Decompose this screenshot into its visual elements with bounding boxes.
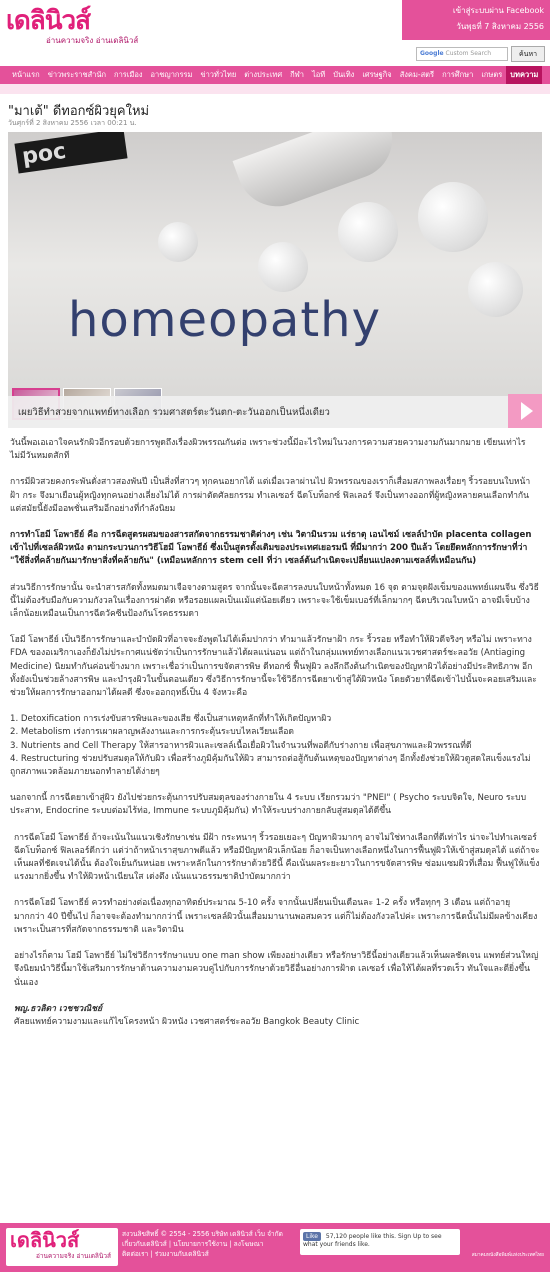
footer-links-row-1[interactable]: เกี่ยวกับเดลินิวส์ | นโยบายการใช้งาน | ลงโฆษณา (122, 1240, 264, 1248)
footer-logo-text: เดลินิวส์ (10, 1228, 80, 1252)
article-title: "มาเต้" ดีทอกซ์ผิวยุคใหม่ (8, 104, 150, 119)
next-slide-button[interactable] (508, 394, 542, 428)
pill-1 (338, 202, 398, 262)
nav-item[interactable]: เกษตร (481, 70, 503, 79)
copyright-text: สงวนลิขสิทธิ์ © 2554 - 2556 บริษัท เดลินิวส์ เว็บ จำกัด (122, 1230, 283, 1238)
site-header (0, 0, 550, 66)
bottle-label: poc (14, 132, 127, 174)
paragraph-8: การฉีดโฮมี โอพาธีย์ ควรทำอย่างต่อเนื่องทุกอาทิตย์ประมาณ 5-10 ครั้ง จากนั้นเปลี่ยนเป็นเดือนละ 1-2 ครั้ง หรือทุกๆ 3 เดือน แต่ถ้าอายุมากกว่า 40 ปีขึ้นไป ก็อาจจะต้องทำมากกว่านี้ เพราะเซลล์ผิวนั้นเสื่อมมานานพอสมควร แต่ก็ไม่ต้องกังวลไปค่ะ เพราะการฉีดนั้นไม่มีผลข้างเคียง เพราะเป็นสารที่สกัดจากธรรมชาติ และวิตามิน (14, 898, 538, 935)
list-item: 2. Metabolism เร่งการเผาผลาญพลังงานและการกระตุ้นระบบไหลเวียนเลือด (10, 727, 294, 738)
author-title: ศัลยแพทย์ความงามและแก้ไขโครงหน้า ผิวหนัง เวชศาสตร์ชะลอวัย Bangkok Beauty Clinic (14, 1016, 360, 1027)
list-item: 3. Nutrients and Cell Therapy ให้สารอาหารผิวและเซลล์เนื้อเยื่อผิวในจำนวนที่พอดีกับร่างกาย เพื่อสุขภาพและผิวพรรณที่ดี (10, 740, 472, 751)
nav-item[interactable]: การเมือง (114, 70, 143, 79)
facebook-like-button[interactable]: Like (303, 1232, 321, 1241)
nav-item[interactable]: ไอที (312, 70, 326, 79)
author-name: พญ.ธวลิดา เวชชวณิชย์ (14, 1003, 103, 1014)
like-count-text: 57,120 people like this. Sign Up to see what your friends like. (303, 1233, 442, 1248)
list-item: 1. Detoxification การเร่งขับสารพิษและของเสีย ซึ่งเป็นสาเหตุหลักที่ทำให้เกิดปัญหาผิว (10, 714, 332, 725)
nav-item[interactable]: ต่างประเทศ (244, 70, 283, 79)
press-association-logo[interactable]: สมาคมหนังสือพิมพ์แห่งประเทศไทย (471, 1253, 544, 1258)
site-footer (0, 1223, 550, 1272)
header-user-bar (402, 0, 550, 40)
hero-caption: เผยวิธีทำสวยจากแพทย์ทางเลือก รวมศาสตร์ตะวันตก-ตะวันออกเป็นหนึ่งเดียว (8, 396, 508, 428)
nav-item[interactable]: สังคม-สตรี (399, 70, 435, 79)
google-label: Google (420, 50, 444, 57)
nav-item[interactable]: การศึกษา (442, 70, 474, 79)
paragraph-7: การฉีดโฮมี โอพาธีย์ ถ้าจะเน้นในแนวเชิงรักษาเช่น มีฝ้า กระหนาๆ ริ้วรอยเยอะๆ ปัญหาผิวมากๆ อาจไม่ใช่ทางเลือกที่ดีเท่าไร น่าจะไปทำเลเซอร์ ฉีดโบท็อกซ์ ฟิลเลอร์ดีกว่า แต่ว่าถ้าหน้าเราสุขภาพดีแล้ว หรือมีปัญหาผิวเล็กน้อย ก็อาจเป็นทางเลือกหนึ่งในการฟื้นฟูผิวให้เข้าสู่สมดุลได้ แต่ถ้าจะเห็นผลที่ชัดเจนได้นั้น ต้องใจเย็นกันหน่อย เพราะหลักในการรักษาด้วยวิธีนี้ คือเน้นผลระยะยาวในการขจัดสารพิษ ซ่อมแซมผิวที่เสื่อม ฟื้นฟูให้แข็งแรงมากยิ่งขึ้น ทำให้ผิวหน้าเนียนใส เด่งตึง เน้นแนวธรรมชาติบำบัดมากกว่า (14, 832, 540, 883)
nav-item[interactable]: อาชญากรรม (150, 70, 193, 79)
nav-item[interactable]: กีฬา (290, 70, 305, 79)
pill-4 (468, 262, 523, 317)
article-date: วันศุกร์ที่ 2 สิงหาคม 2556 เวลา 00:21 น. (8, 119, 137, 127)
nav-item[interactable]: ข่าวทั่วไทย (200, 70, 237, 79)
play-icon (521, 402, 533, 420)
homeopathy-text: homeopathy (68, 292, 381, 348)
search-placeholder: Custom Search (445, 50, 492, 57)
paragraph-9: อย่างไรก็ตาม โฮมี โอพาธีย์ ไม่ใช่วิธีการรักษาแบบ one man show เพียงอย่างเดียว หรือรักษาวิธีนี้อย่างเดียวแล้วเห็นผลชัดเจน แพทย์ส่วนใหญ่จึงนิยมนำวิธีนี้มาใช้เสริมการรักษาด้านความงามควบคู่ไปกับการรักษาด้วยวิธีอื่นอย่างการฝ้าด เลเซอร์ เพื่อให้ได้ผลที่รวดเร็ว ทันใจและดียิ่งขึ้นนั่นเอง (14, 951, 539, 988)
sub-nav-bar (0, 84, 550, 94)
footer-links (122, 1229, 292, 1259)
footer-logo[interactable] (6, 1228, 118, 1266)
paragraph-4: ส่วนวิธีการรักษานั้น จะนำสารสกัดทั้งหมดมาเจือจางตามสูตร จากนั้นจะฉีดสารลงบนใบหน้าทั้งหมด 16 จุด ตามจุดฝังเข็มของแพทย์แผนจีน ซึ่งวิธีนี้ไม่ต้องรับมือกับความกังวลในเรื่องการผ่าตัด หรือรอยแผลเป็นแม้แต่น้อยเดียว เพราะจะใช้เข็มเบอร์ที่เล็กมากๆ ฉีดบริเวณใบหน้า อาจมีเจ็บบ้างเล็กน้อยเหมือนเป็นการฉีดวัคซีนป้องกันโรคธรรมดา (10, 582, 539, 620)
nav-item[interactable]: ข่าวพระราชสำนัก (47, 70, 107, 79)
paragraph-5: โฮมี โอพาธีย์ เป็นวิธีการรักษาและบำบัดผิวที่อาจจะยังพูดไม่ได้เต็มปากว่า ทำมาแล้วรักษาฝ้า กระ ริ้วรอย หรือทำให้ผิวดีจริงๆ หรือไม่ เพราะทาง FDA ของอเมริกาเองก็ยังไม่ประกาศแน่ชัดว่าเป็นการรักษาแล้วได้ผลแน่นอน แต่ถ้าในกลุ่มแพทย์ทางเลือกแนวเวชศาสตร์ชะลอวัย (Antiaging Medicine) นิยมทำกันค่อนข้างมาก เพราะเชื่อว่าเป็นการขจัดสารพิษ ดีทอกซ์ ฟื้นฟูผิว ลงลึกถึงต้นกำเนิดของปัญหาผิวได้อย่างมีประสิทธิภาพ อีกทั้งยังเป็นช่วยล้างสารพิษ และบำรุงผิวในขั้นตอนเดียว ซึ่งวิธีการรักษานี้จะใช้วิธีการฉีดยาเข้าสู่ใต้ผิวหนัง โดยตัวยาที่ฉีดเข้าไปนั้นจะคอยเสริมและช่วยให้ผลการรักษาออกมาได้ผลดี ซึ่งจะออกฤทธิ์เป็น 4 จังหวะคือ (10, 635, 537, 699)
footer-logo-tagline: อ่านความจริง อ่านเดลินิวส์ (36, 1252, 111, 1260)
hero-image[interactable] (8, 132, 542, 428)
pill-2 (418, 182, 488, 252)
search-input[interactable] (416, 47, 508, 61)
paragraph-6: นอกจากนี้ การฉีดยาเข้าสู่ผิว ยังไปช่วยกระตุ้นการปรับสมดุลของร่างกายใน 4 ระบบ เรียกรวมว่า "PNEI" ( Psycho ระบบจิตใจ, Neuro ระบบประสาท, Endocrine ระบบต่อมไร้ท่อ, Immune ระบบภูมิคุ้มกัน) ทำให้ระบบร่างกายกลับสู่สมดุลได้ดีขึ้น (10, 793, 527, 817)
search-button[interactable]: ค้นหา (511, 46, 545, 62)
facebook-login-link[interactable]: เข้าสู่ระบบผ่าน Facebook (452, 6, 544, 15)
process-list (10, 713, 540, 779)
pill-5 (158, 222, 198, 262)
main-nav (0, 66, 550, 84)
paragraph-intro: วันนี้พอเอเอาใจคนรักผิวอีกรอบด้วยการพูดถึงเรื่องผิวพรรณกันต่อ เพราะช่วงนี้มีอะไรใหม่ในวงการความสวยความงามกันมากมาย เขียนเท่าไรไม่มีวันหมดสักที (10, 438, 526, 462)
logo-tagline: อ่านความจริง อ่านเดลินิวส์ (46, 36, 139, 45)
paragraph-3: การทำโฮมี โอพาธีย์ คือ การฉีดสูตรผสมของสารสกัดจากธรรมชาติต่างๆ เช่น วิตามินรวม แร่ธาตุ เอนไซม์ เซลล์บำบัด placenta collagen เข้าไปที่เซลล์ผิวหนัง ตามกระบวนการวิธีโฮมี โอพาธีย์ ซึ่งเป็นสูตรดั้งเดิมของประเทศเยอรมนี ที่มีมากว่า 200 ปีแล้ว โดยยึดหลักการรักษาที่ว่า "ใช้สิ่งที่คล้ายกันมารักษาสิ่งที่คล้ายกัน" (เหมือนหลักการ stem cell ที่ว่า เซลล์ต้นกำเนิดจะเปลี่ยนแปลงตามเซลล์ที่เหมือนกัน) (10, 530, 532, 567)
current-date: วันพุธที่ 7 สิงหาคม 2556 (456, 22, 544, 31)
footer-links-row-2[interactable]: ติดต่อเรา | ร่วมงานกับเดลินิวส์ (122, 1250, 209, 1258)
logo-text: เดลินิวส์ (6, 6, 90, 36)
nav-item[interactable]: หน้าแรก (12, 70, 40, 79)
nav-item[interactable]: บันเทิง (333, 70, 355, 79)
facebook-like-box (300, 1229, 460, 1255)
nav-item[interactable]: บทความ (506, 66, 542, 84)
list-item: 4. Restructuring ช่วยปรับสมดุลให้กับผิว เพื่อสร้างภูมิคุ้มกันให้ผิว สามารถต่อสู้กับต้นเหตุของปัญหาต่างๆ อีกทั้งยังช่วยให้ผิวดูสดใสแข็งแรงไม่ถูกสภาพแวดล้อมภายนอกทำลายได้ง่ายๆ (10, 753, 531, 778)
nav-item[interactable]: เศรษฐกิจ (362, 70, 392, 79)
paragraph-2: การมีผิวสวยคงกระพันดั่งสาวสองพันปี เป็นสิ่งที่สาวๆ ทุกคนอยากได้ แต่เมื่อเวลาผ่านไป ผิวพรรณของเราก็เสื่อมสภาพลงเรื่อยๆ ริ้วรอยบนใบหน้า ฝ้า กระ จึงมาเยือนผู้หญิงทุกคนอย่างเลี่ยงไม่ได้ การผ่าตัดศัลยกรรม ทำเลเซอร์ ฉีดโบท็อกซ์ ฟิลเลอร์ จึงเป็นทางออกที่ผู้หญิงหลายคนเลือกทำกัน แต่สมัยนี้ยังมีออพชั่นเสริมอีกอย่างที่กำลังนิยม (10, 477, 531, 514)
site-logo[interactable] (6, 6, 146, 46)
pill-3 (258, 242, 308, 292)
article-body (10, 437, 540, 1029)
